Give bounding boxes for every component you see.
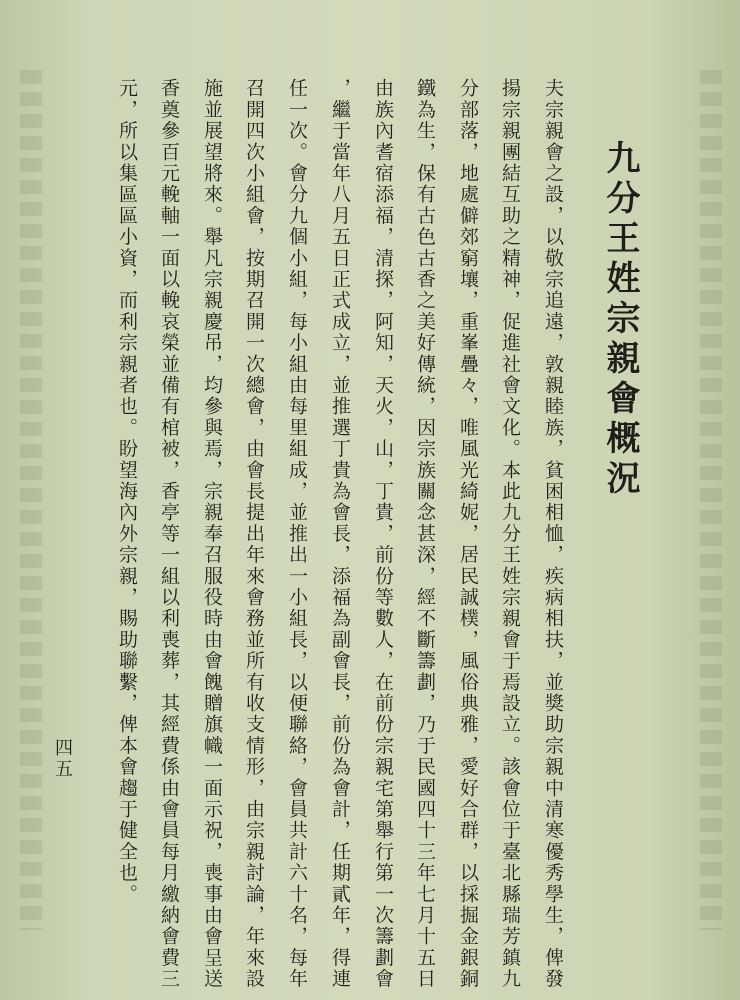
text-column-5: 由族內耆宿添福，清探，阿知，天火，山，丁貴，前份等數人，在前份宗親宅第舉行第一次籌劃會 (372, 78, 394, 990)
text-column-4: 鐵為生，保有古色古香之美好傳統，因宗族關念甚深，經不斷籌劃，乃于民國四十三年七月十五日 (414, 78, 436, 990)
page-number: 四五 (52, 738, 73, 780)
text-column-11: 元，所以集區區小資，而利宗親者也。盼望海內外宗親，賜助聯繫，俾本會趨于健全也。 (116, 78, 138, 905)
text-column-1: 夫宗親會之設，以敬宗追遠，敦親睦族，貧困相恤，疾病相扶，並獎助宗親中清寒優秀學生，俾發 (542, 78, 564, 990)
text-column-3: 分部落，地處僻郊窮壤，重峯疊々，唯風光綺妮，居民誠樸，風俗典雅，愛好合群，以採掘金銀銅 (457, 78, 479, 990)
bleed-through-left (20, 70, 42, 930)
bleed-through-right (700, 70, 722, 930)
text-column-7: 任一次。會分九個小組，每小組由每里組成，並推出一小組長，以便聯絡，會員共計六十名，每年 (286, 78, 308, 990)
page-title: 九分王姓宗親會概況 (600, 140, 640, 500)
text-column-10: 香奠參百元輓軸一面以輓哀榮並備有棺被，香亭等一組以利喪葬，其經費係由會員每月繳納會費三 (158, 78, 180, 990)
text-column-6: ，繼于當年八月五日正式成立，並推選丁貴為會長，添福為副會長，前份為會計，任期貳年，得連 (329, 78, 351, 990)
text-column-9: 施並展望將來。舉凡宗親慶吊，均參與焉，宗親奉召服役時由會餽贈旗幟一面示祝，喪事由會呈送 (201, 78, 223, 990)
text-column-8: 召開四次小組會，按期召開一次總會，由會長提出年來會務並所有收支情形，由宗親討論，年來設 (243, 78, 265, 990)
text-column-2: 揚宗親團結互助之精神，促進社會文化。本此九分王姓宗親會于焉設立。該會位于臺北縣瑞芳鎮九 (499, 78, 521, 990)
